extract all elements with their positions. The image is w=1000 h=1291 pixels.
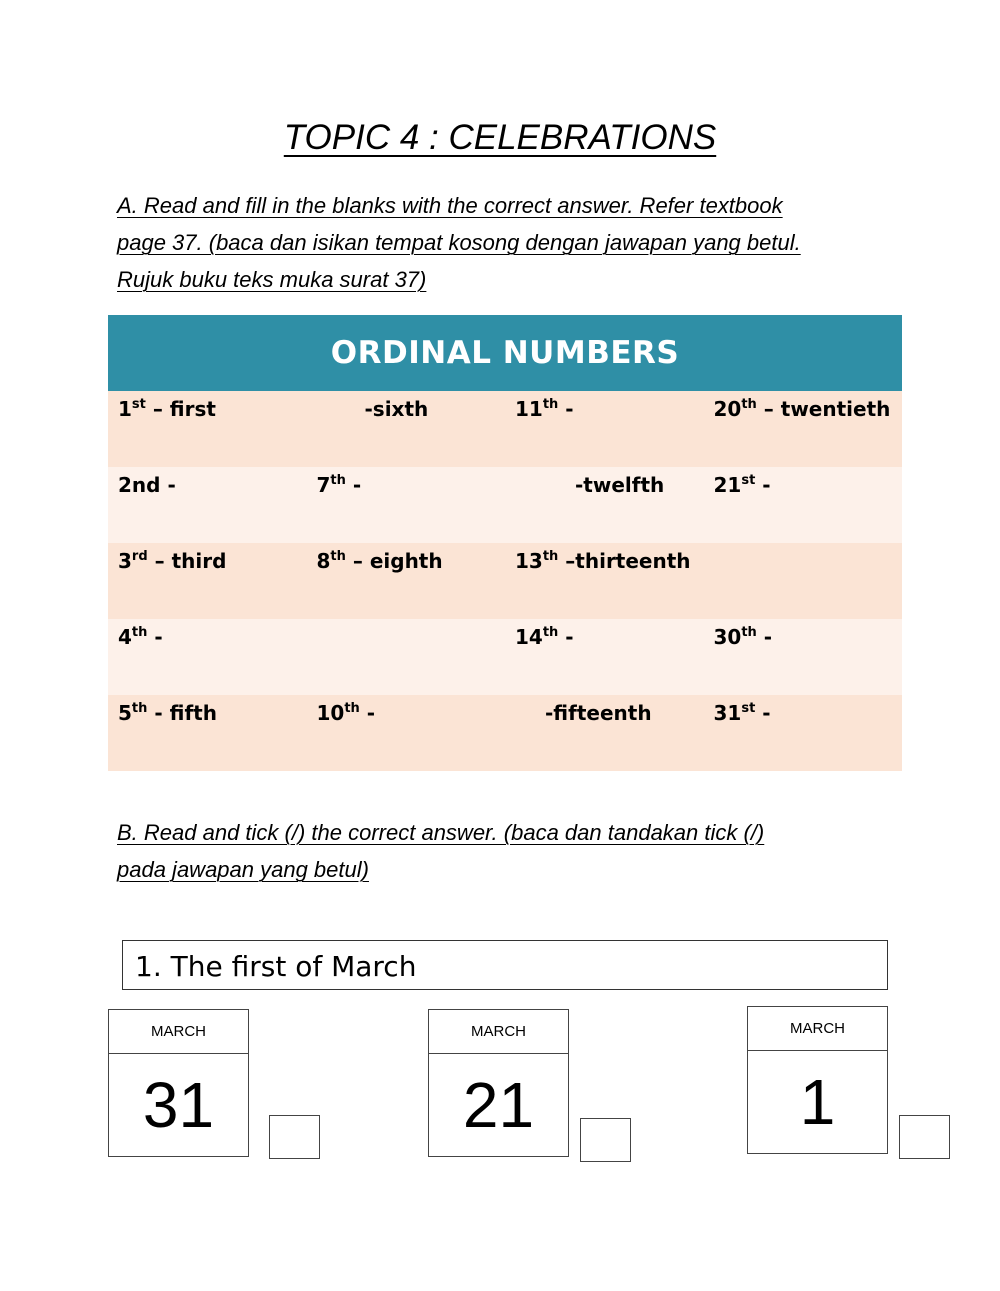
instruction-line: Rujuk buku teks muka surat 37): [117, 267, 427, 292]
table-cell: [307, 391, 506, 467]
ordinal-word: -: [147, 625, 163, 649]
table-cell: [307, 619, 506, 695]
instruction-line: B. Read and tick (/) the correct answer. (baca dan tandakan tick (/): [117, 820, 765, 845]
table-cell: [108, 467, 307, 543]
ordinal-number: 31: [713, 701, 742, 725]
ordinal-suffix: st: [131, 397, 146, 412]
calendar-option: [428, 1009, 569, 1157]
ordinal-number: 14: [515, 625, 543, 649]
ordinal-suffix: st: [741, 701, 756, 716]
ordinal-number: 5: [118, 701, 132, 725]
ordinal-number: 10: [316, 701, 345, 725]
instruction-line: pada jawapan yang betul): [117, 857, 369, 882]
ordinal-word: -fifteenth: [545, 701, 652, 725]
table-cell: [108, 695, 307, 771]
ordinal-word: -sixth: [364, 397, 429, 421]
page-title: TOPIC 4 : CELEBRATIONS: [283, 118, 717, 157]
table-cell: [108, 543, 307, 619]
calendar-month: MARCH: [429, 1010, 568, 1054]
ordinal-number: 11: [515, 397, 543, 421]
ordinal-word: -: [756, 625, 773, 649]
calendar-day: 21: [462, 1069, 535, 1141]
table-cell: [704, 619, 903, 695]
table-cell: [704, 543, 903, 619]
table-cell: [108, 619, 307, 695]
ordinal-word: -: [345, 473, 362, 497]
tick-box[interactable]: [580, 1118, 631, 1162]
table-cell: [505, 543, 704, 619]
section-a-instructions: [117, 187, 897, 298]
ordinal-number: 21: [713, 473, 742, 497]
ordinal-suffix: th: [542, 397, 559, 412]
ordinal-word: -: [755, 473, 771, 497]
ordinal-word: – third: [147, 549, 227, 573]
calendar-day: 1: [799, 1066, 836, 1138]
table-row: [108, 619, 902, 695]
table-row: [108, 543, 902, 619]
ordinal-number: 1: [118, 397, 132, 421]
ordinal-suffix: rd: [131, 549, 148, 564]
ordinal-suffix: th: [741, 397, 757, 412]
table-cell: [505, 391, 704, 467]
ordinal-word: -twelfth: [575, 473, 665, 497]
ordinal-number: 20: [713, 397, 742, 421]
calendar-option: [747, 1006, 888, 1154]
ordinal-word: – first: [145, 397, 216, 421]
ordinal-number: 13: [515, 549, 543, 573]
ordinal-suffix: th: [330, 549, 346, 564]
tick-box[interactable]: [269, 1115, 320, 1159]
table-row: [108, 695, 902, 771]
table-row: [108, 467, 902, 543]
ordinal-suffix: th: [542, 625, 559, 640]
table-cell: [704, 467, 903, 543]
ordinal-word: –thirteenth: [558, 549, 691, 573]
ordinal-word: -: [755, 701, 771, 725]
ordinal-word: -: [558, 625, 574, 649]
calendar-option: [108, 1009, 249, 1157]
ordinal-suffix: th: [542, 549, 559, 564]
ordinal-number: 8: [316, 549, 331, 573]
table-cell: [505, 695, 704, 771]
calendar-month: MARCH: [748, 1007, 887, 1051]
ordinal-word: -: [558, 397, 574, 421]
ordinal-word: – twentieth: [756, 397, 891, 421]
table-cell: [505, 467, 704, 543]
calendar-month: MARCH: [109, 1010, 248, 1054]
table-cell: [307, 467, 506, 543]
ordinal-word: -: [359, 701, 376, 725]
table-cell: [704, 695, 903, 771]
ordinal-suffix: th: [131, 701, 148, 716]
ordinal-number: 7: [316, 473, 331, 497]
ordinal-suffix: th: [741, 625, 757, 640]
ordinal-suffix: st: [741, 473, 756, 488]
table-header: ORDINAL NUMBERS: [108, 315, 902, 391]
table-cell: [307, 695, 506, 771]
ordinal-word: – eighth: [345, 549, 443, 573]
instruction-line: A. Read and fill in the blanks with the correct answer. Refer textbook: [117, 193, 783, 218]
instruction-line: page 37. (baca dan isikan tempat kosong dengan jawapan yang betul.: [117, 230, 801, 255]
table-row: [108, 391, 902, 467]
ordinal-word: - fifth: [147, 701, 217, 725]
ordinal-number: 2nd: [118, 473, 161, 497]
table-cell: [704, 391, 903, 467]
ordinal-numbers-table: [108, 315, 902, 771]
ordinal-number: 30: [713, 625, 742, 649]
tick-box[interactable]: [899, 1115, 950, 1159]
ordinal-suffix: th: [344, 701, 360, 716]
table-cell: [108, 391, 307, 467]
ordinal-suffix: th: [131, 625, 148, 640]
ordinal-number: 3: [118, 549, 132, 573]
section-b-instructions: [117, 814, 897, 888]
ordinal-suffix: th: [330, 473, 346, 488]
table-cell: [307, 543, 506, 619]
ordinal-number: 4: [118, 625, 132, 649]
table-cell: [505, 619, 704, 695]
calendar-day: 31: [142, 1069, 215, 1141]
question-prompt: 1. The first of March: [122, 940, 888, 990]
ordinal-word: -: [160, 473, 176, 497]
